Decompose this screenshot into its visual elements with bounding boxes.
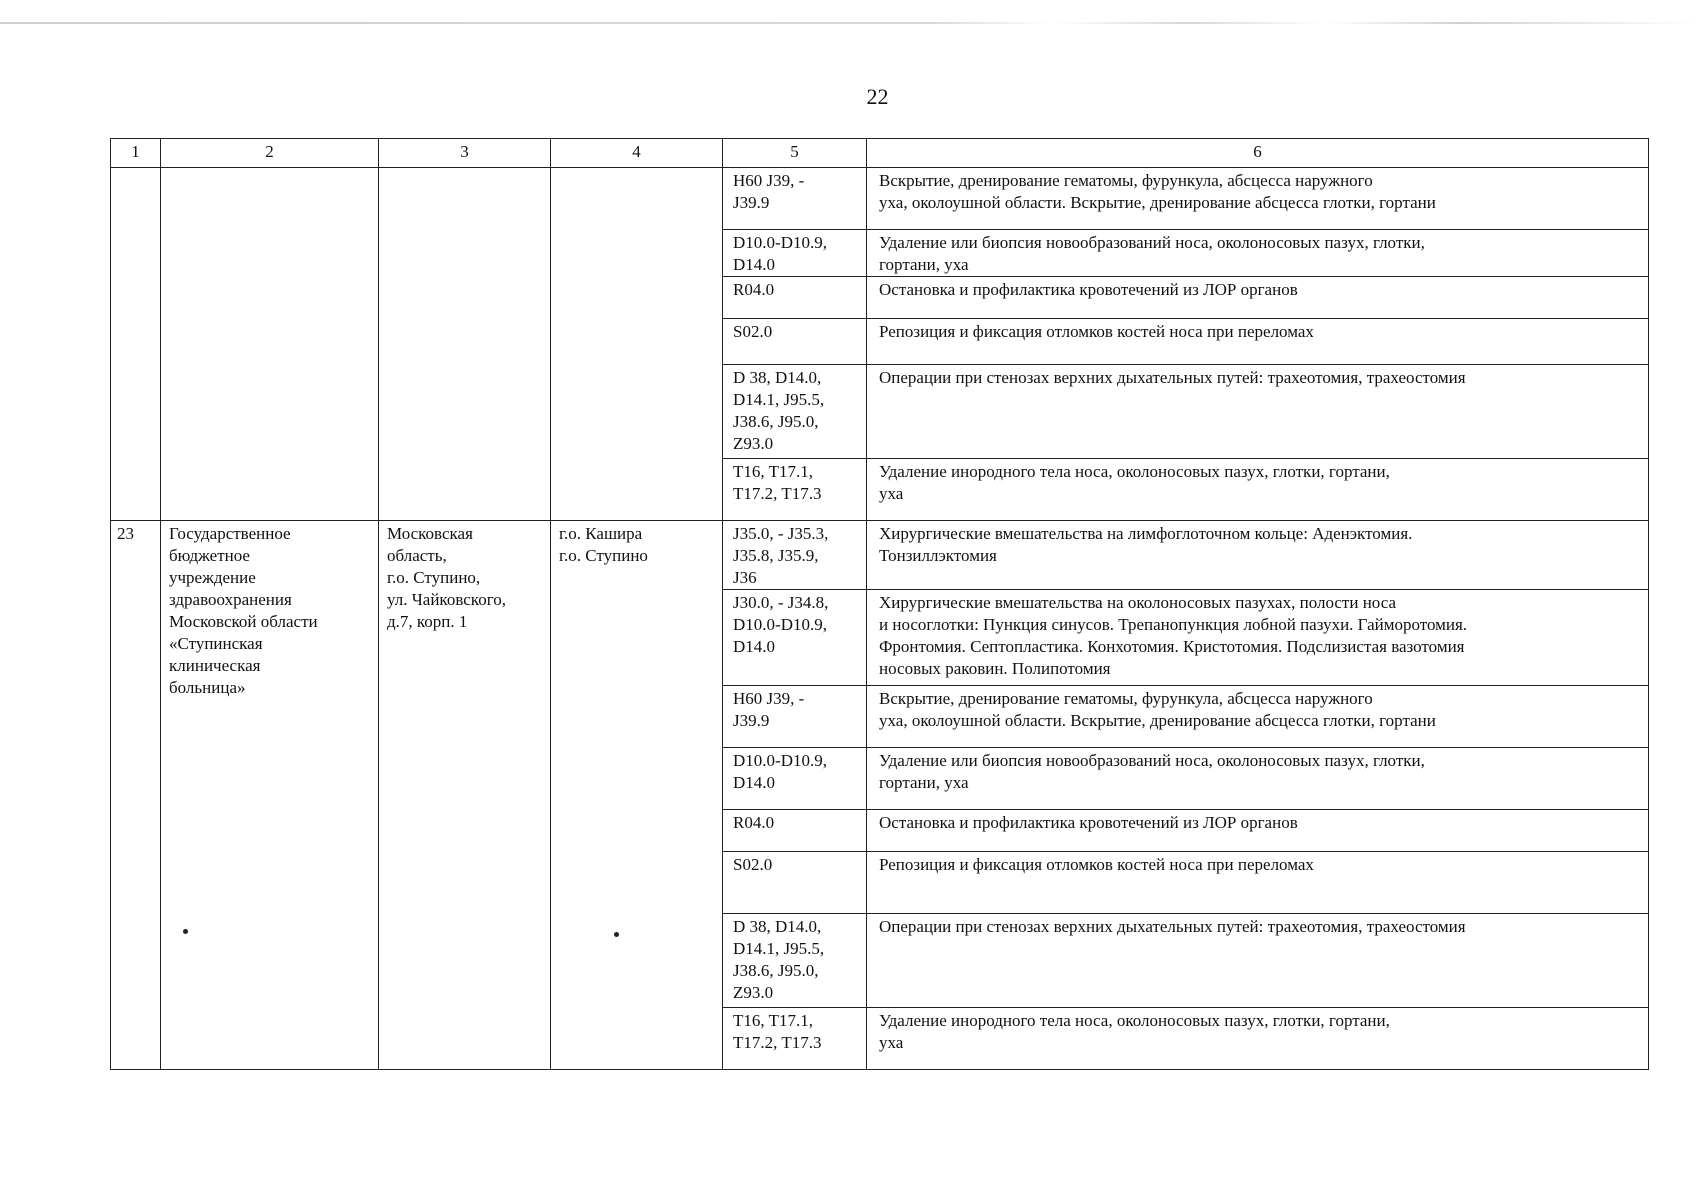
entry-number-cell: 23 — [111, 521, 161, 1070]
procedure-description-cell: Удаление инородного тела носа, околоносовых пазух, глотки, гортани, уха — [867, 459, 1649, 521]
diagnosis-code-cell: S02.0 — [723, 852, 867, 914]
served-territories-cell: г.о. Кашира г.о. Ступино — [551, 521, 723, 1070]
diagnosis-code-cell: J30.0, - J34.8, D10.0-D10.9, D14.0 — [723, 590, 867, 686]
empty-cell-number — [111, 168, 161, 521]
empty-cell-organization — [161, 168, 379, 521]
scan-speck — [614, 932, 619, 937]
diagnosis-code-cell: S02.0 — [723, 319, 867, 365]
diagnosis-code-cell: T16, T17.1, T17.2, T17.3 — [723, 1008, 867, 1070]
diagnosis-code-cell: D10.0-D10.9, D14.0 — [723, 230, 867, 277]
organization-name-cell: Государственное бюджетное учреждение здравоохранения Московской области «Ступинская клиническая больница» — [161, 521, 379, 1070]
empty-cell-territory — [551, 168, 723, 521]
scan-speck — [183, 929, 188, 934]
page-number: 22 — [866, 84, 889, 109]
column-header: 1 — [111, 139, 161, 168]
diagnosis-code-cell: R04.0 — [723, 277, 867, 319]
scan-edge-artifact — [0, 22, 1698, 24]
procedure-description-cell: Операции при стенозах верхних дыхательных путей: трахеотомия, трахеостомия — [867, 914, 1649, 1008]
diagnosis-code-cell: H60 J39, - J39.9 — [723, 168, 867, 230]
procedure-description-cell: Удаление или биопсия новообразований носа, околоносовых пазух, глотки, гортани, уха — [867, 748, 1649, 810]
procedure-description-cell: Репозиция и фиксация отломков костей носа при переломах — [867, 852, 1649, 914]
procedure-description-cell: Остановка и профилактика кровотечений из ЛОР органов — [867, 277, 1649, 319]
diagnosis-code-cell: J35.0, - J35.3, J35.8, J35.9, J36 — [723, 521, 867, 590]
diagnosis-code-cell: R04.0 — [723, 810, 867, 852]
table-row — [111, 521, 1649, 590]
table-row — [111, 168, 1649, 230]
procedure-description-cell: Остановка и профилактика кровотечений из ЛОР органов — [867, 810, 1649, 852]
procedure-description-cell: Репозиция и фиксация отломков костей носа при переломах — [867, 319, 1649, 365]
column-header: 5 — [723, 139, 867, 168]
procedure-description-cell: Хирургические вмешательства на околоносовых пазухах, полости носа и носоглотки: Пункция синусов. Трепанопункция лобной пазухи. Гайморотомия. Фронтомия. Септопластика. Конхотомия. Кристотомия. Подслизистая вазотомия носовых раковин. Полипотомия — [867, 590, 1649, 686]
procedure-description-cell: Вскрытие, дренирование гематомы, фурункула, абсцесса наружного уха, околоушной области. Вскрытие, дренирование абсцесса глотки, гортани — [867, 168, 1649, 230]
procedure-description-cell: Удаление или биопсия новообразований носа, околоносовых пазух, глотки, гортани, уха — [867, 230, 1649, 277]
procedure-description-cell: Вскрытие, дренирование гематомы, фурункула, абсцесса наружного уха, околоушной области. Вскрытие, дренирование абсцесса глотки, гортани — [867, 686, 1649, 748]
column-header: 6 — [867, 139, 1649, 168]
column-header-row — [111, 139, 1649, 168]
column-header: 4 — [551, 139, 723, 168]
procedure-description-cell: Удаление инородного тела носа, околоносовых пазух, глотки, гортани, уха — [867, 1008, 1649, 1070]
procedure-description-cell: Операции при стенозах верхних дыхательных путей: трахеотомия, трахеостомия — [867, 365, 1649, 459]
organization-address-cell: Московская область, г.о. Ступино, ул. Чайковского, д.7, корп. 1 — [379, 521, 551, 1070]
diagnosis-code-cell: H60 J39, - J39.9 — [723, 686, 867, 748]
diagnosis-code-cell: D10.0-D10.9, D14.0 — [723, 748, 867, 810]
column-header: 3 — [379, 139, 551, 168]
medical-services-table — [110, 138, 1649, 1070]
procedure-description-cell: Хирургические вмешательства на лимфоглоточном кольце: Аденэктомия. Тонзиллэктомия — [867, 521, 1649, 590]
diagnosis-code-cell: D 38, D14.0, D14.1, J95.5, J38.6, J95.0, Z93.0 — [723, 914, 867, 1008]
diagnosis-code-cell: T16, T17.1, T17.2, T17.3 — [723, 459, 867, 521]
empty-cell-address — [379, 168, 551, 521]
column-header: 2 — [161, 139, 379, 168]
diagnosis-code-cell: D 38, D14.0, D14.1, J95.5, J38.6, J95.0, Z93.0 — [723, 365, 867, 459]
